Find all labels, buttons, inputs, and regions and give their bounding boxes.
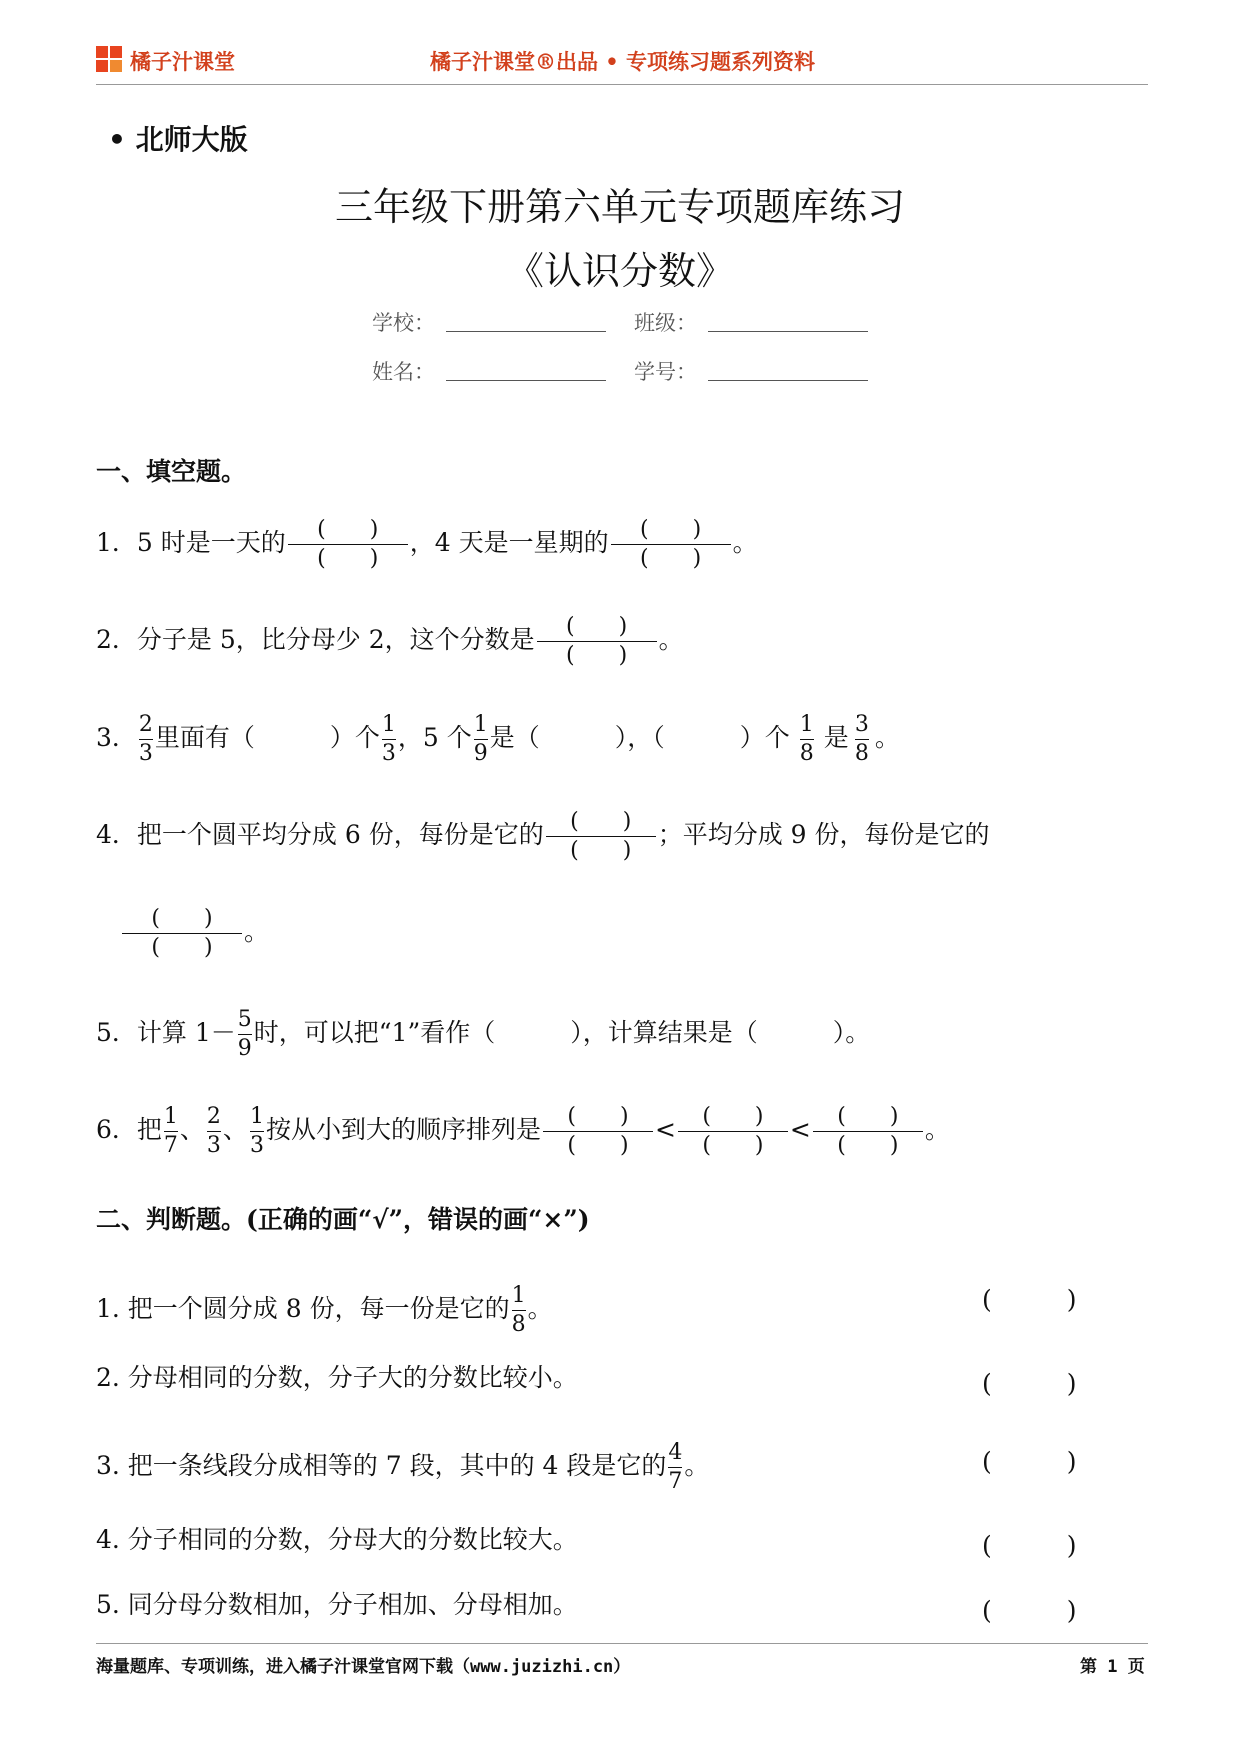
edition-label: • 北师大版 <box>108 123 248 156</box>
footer-divider <box>96 1643 1148 1644</box>
q6-text-c: 。 <box>924 1115 950 1144</box>
page-number: 第 1 页 <box>1080 1657 1145 1677</box>
answer-fraction-blank[interactable]: $\frac{( )}{( )}$ <box>546 810 656 863</box>
q4-text-c: 。 <box>244 917 270 946</box>
brand-logo-icon <box>96 46 122 72</box>
answer-fraction-blank[interactable]: $\frac{( )}{( )}$ <box>543 1105 653 1158</box>
q4-text-a: 4．把一个圆平均分成 6 份，每份是它的 <box>96 820 544 849</box>
q1-text-b: ，4 天是一星期的 <box>409 528 609 557</box>
answer-fraction-blank[interactable]: $\frac{( )}{( )}$ <box>678 1105 788 1158</box>
fraction: $\frac{4}{7}$ <box>668 1440 683 1494</box>
question-fill-4-cont <box>120 907 269 960</box>
q3-text-a: 里面有（ ）个 <box>154 723 380 752</box>
number-field[interactable] <box>708 380 868 381</box>
class-field[interactable] <box>708 331 868 332</box>
answer-fraction-blank[interactable]: $\frac{( )}{( )}$ <box>537 615 657 668</box>
judge-text-end: 。 <box>684 1451 710 1480</box>
fraction: $\frac{1}{7}$ <box>163 1104 178 1158</box>
judge-item-4: 4. 分子相同的分数，分母大的分数比较大。 <box>96 1525 578 1554</box>
section-judge-heading: 二、判断题。(正确的画“√”，错误的画“×”) <box>96 1205 590 1234</box>
school-field[interactable] <box>446 331 606 332</box>
judge-answer-blank[interactable]: ( ) <box>982 1531 1077 1560</box>
answer-fraction-blank[interactable]: $\frac{( )}{( )}$ <box>813 1105 923 1158</box>
answer-fraction-blank[interactable]: $\frac{( )}{( )}$ <box>288 518 408 571</box>
judge-answer-blank[interactable]: ( ) <box>982 1369 1077 1398</box>
fraction: $\frac{1}{8}$ <box>511 1283 526 1337</box>
name-label: 姓名： <box>372 360 435 384</box>
q3-number: 3． <box>96 723 137 752</box>
fraction: $\frac{2}{3}$ <box>206 1104 221 1158</box>
judge-item-3 <box>96 1441 709 1494</box>
less-than-sign: < <box>789 1115 811 1144</box>
footer-text: 海量题库、专项训练，进入橘子汁课堂官网下载（www.juzizhi.cn） <box>96 1657 631 1677</box>
question-fill-3 <box>96 713 900 766</box>
judge-text: 1. 把一个圆分成 8 份，每一份是它的 <box>96 1294 510 1323</box>
question-fill-1 <box>96 518 758 571</box>
answer-fraction-blank[interactable]: $\frac{( )}{( )}$ <box>611 518 731 571</box>
page-title: 三年级下册第六单元专项题库练习 <box>334 185 905 229</box>
class-label: 班级： <box>634 311 697 335</box>
q2-text-a: 2．分子是 5，比分母少 2，这个分数是 <box>96 625 535 654</box>
question-fill-4 <box>96 810 990 863</box>
judge-answer-blank[interactable]: ( ) <box>982 1447 1077 1476</box>
judge-item-5: 5. 同分母分数相加，分子相加、分母相加。 <box>96 1590 578 1619</box>
header-tagline: 橘子汁课堂®出品 • 专项练习题系列资料 <box>430 49 816 74</box>
q1-text-c: 。 <box>732 528 758 557</box>
q5-text-b: 时，可以把“1”看作（ ），计算结果是（ ）。 <box>253 1018 871 1047</box>
school-label: 学校： <box>372 311 435 335</box>
question-fill-5 <box>96 1008 870 1061</box>
q6-text-b: 按从小到大的顺序排列是 <box>265 1115 541 1144</box>
q2-text-b: 。 <box>658 625 684 654</box>
fraction: $\frac{1}{3}$ <box>249 1104 264 1158</box>
q3-text-b: ，5 个 <box>397 723 472 752</box>
judge-text-end: 。 <box>527 1294 553 1323</box>
fraction: $\frac{2}{3}$ <box>138 712 153 766</box>
fraction: $\frac{1}{9}$ <box>473 712 488 766</box>
q6-text-a: 6．把 <box>96 1115 162 1144</box>
question-fill-2 <box>96 615 684 668</box>
q3-text-c: 是（ ），（ ）个 <box>489 723 790 752</box>
number-label: 学号： <box>634 360 697 384</box>
page-subtitle: 《认识分数》 <box>505 249 734 293</box>
judge-answer-blank[interactable]: ( ) <box>982 1596 1077 1625</box>
judge-answer-blank[interactable]: ( ) <box>982 1285 1077 1314</box>
header-divider <box>96 84 1148 85</box>
fraction: $\frac{1}{3}$ <box>381 712 396 766</box>
fraction: $\frac{1}{8}$ <box>799 712 814 766</box>
section-fill-heading: 一、填空题。 <box>96 457 247 486</box>
q6-sep: 、 <box>179 1115 205 1144</box>
judge-item-2: 2. 分母相同的分数，分子大的分数比较小。 <box>96 1363 578 1392</box>
less-than-sign: < <box>654 1115 676 1144</box>
fraction: $\frac{5}{9}$ <box>237 1007 252 1061</box>
q3-text-e: 。 <box>874 723 900 752</box>
q4-text-b: ；平均分成 9 份，每份是它的 <box>657 820 990 849</box>
judge-text: 3. 把一条线段分成相等的 7 段，其中的 4 段是它的 <box>96 1451 667 1480</box>
q3-text-d: 是 <box>823 723 849 752</box>
brand-name: 橘子汁课堂 <box>130 50 235 74</box>
q1-text-a: 1．5 时是一天的 <box>96 528 286 557</box>
q6-sep: 、 <box>222 1115 248 1144</box>
question-fill-6 <box>96 1105 950 1158</box>
name-field[interactable] <box>446 380 606 381</box>
judge-item-1 <box>96 1284 553 1337</box>
q5-text-a: 5．计算 1－ <box>96 1018 236 1047</box>
answer-fraction-blank[interactable]: $\frac{( )}{( )}$ <box>122 907 242 960</box>
fraction: $\frac{3}{8}$ <box>854 712 869 766</box>
